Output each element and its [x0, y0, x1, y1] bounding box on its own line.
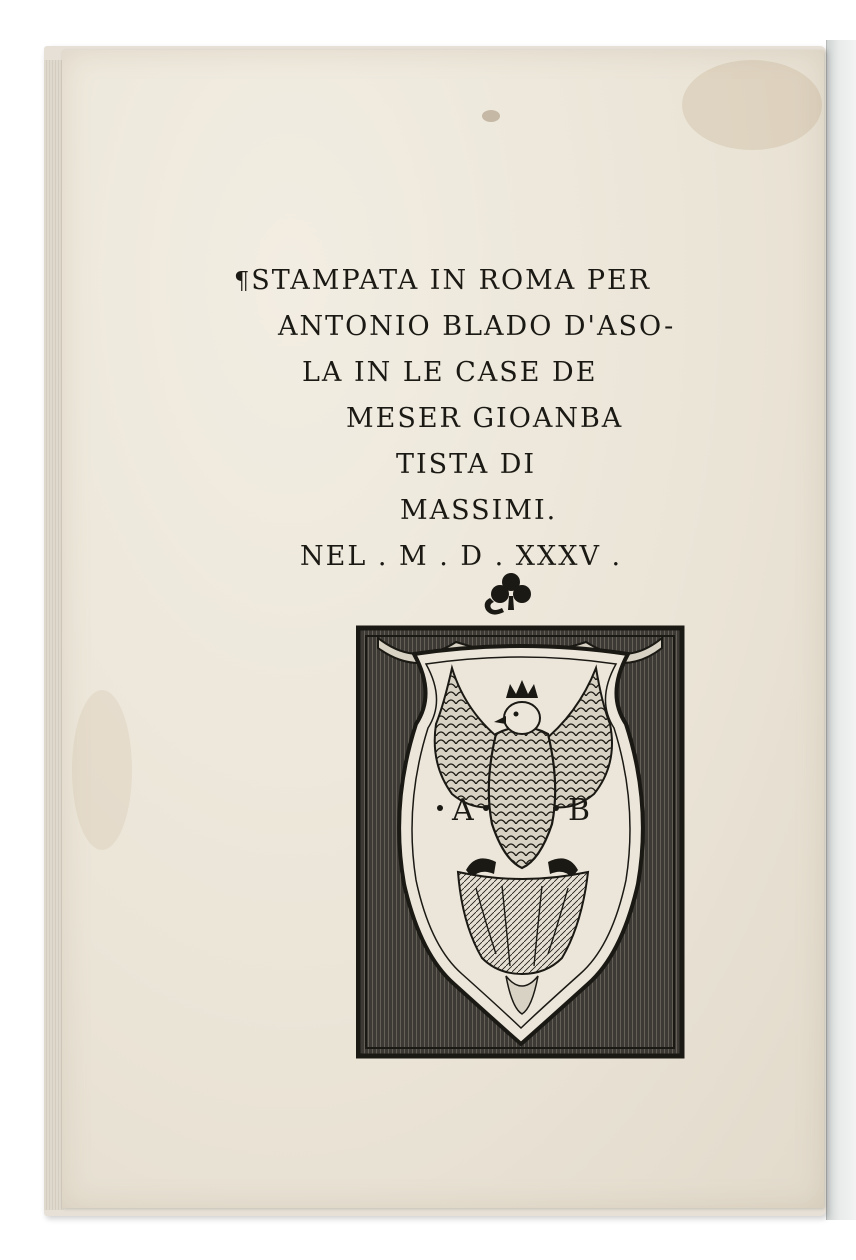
imprint-line: TISTA DI [396, 449, 537, 480]
paper-stain [682, 60, 822, 150]
imprint-line: ¶STAMPATA IN ROMA PER [234, 265, 652, 296]
imprint-line: MASSIMI. [400, 495, 558, 526]
colophon-imprint [200, 258, 800, 580]
device-initial-b: B [568, 793, 591, 828]
paper-stain [72, 690, 132, 850]
page-edges [44, 60, 64, 1210]
paper-spot [482, 110, 500, 122]
paragraph-mark: ¶ [234, 267, 252, 295]
printers-device-woodcut [356, 624, 686, 1060]
device-initial-a: A [452, 793, 474, 828]
fleuron-trefoil-icon [476, 568, 546, 622]
book-spine [826, 40, 856, 1220]
imprint-date: NEL . M . D . XXXV . [300, 541, 623, 572]
imprint-line: ANTONIO BLADO D'ASO- [278, 311, 676, 342]
imprint-line: LA IN LE CASE DE [302, 357, 598, 388]
imprint-line: MESER GIOANBA [346, 403, 624, 434]
